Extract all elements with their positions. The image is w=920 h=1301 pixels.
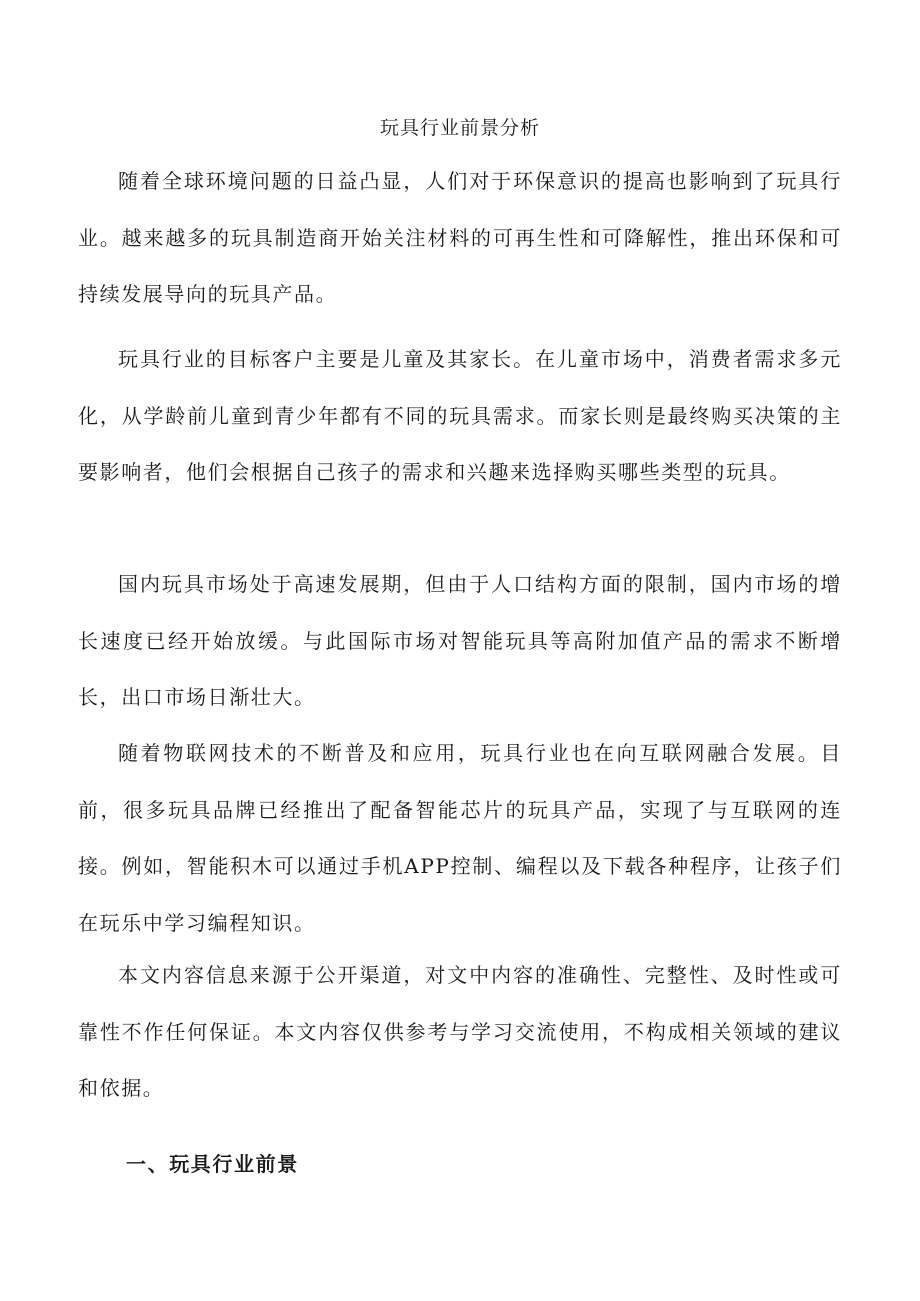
section-heading: 一、玩具行业前景 <box>126 1152 299 1176</box>
paragraph-disclaimer: 本文内容信息来源于公开渠道，对文中内容的准确性、完整性、及时性或可靠性不作任何保证。本文内容仅供参考与学习交流使用，不构成相关领域的建议和依据。 <box>78 963 842 1100</box>
paragraph-target-customers: 玩具行业的目标客户主要是儿童及其家长。在儿童市场中，消费者需求多元化，从学龄前儿童到青少年都有不同的玩具需求。而家长则是最终购买决策的主要影响者，他们会根据自己孩子的需求和兴趣来选择购买哪些类型的玩具。 <box>78 347 842 484</box>
paragraph-domestic-market: 国内玩具市场处于高速发展期，但由于人口结构方面的限制，国内市场的增长速度已经开始放缓。与此国际市场对智能玩具等高附加值产品的需求不断增长，出口市场日渐壮大。 <box>78 572 842 709</box>
paragraph-iot-development: 随着物联网技术的不断普及和应用，玩具行业也在向互联网融合发展。目前，很多玩具品牌已经推出了配备智能芯片的玩具产品，实现了与互联网的连接。例如，智能积木可以通过手机APP控制、编程以及下载各种程序，让孩子们在玩乐中学习编程知识。 <box>78 741 842 935</box>
paragraph-environmental: 随着全球环境问题的日益凸显，人们对于环保意识的提高也影响到了玩具行业。越来越多的玩具制造商开始关注材料的可再生性和可降解性，推出环保和可持续发展导向的玩具产品。 <box>78 169 842 306</box>
document-title: 玩具行业前景分析 <box>379 117 540 139</box>
